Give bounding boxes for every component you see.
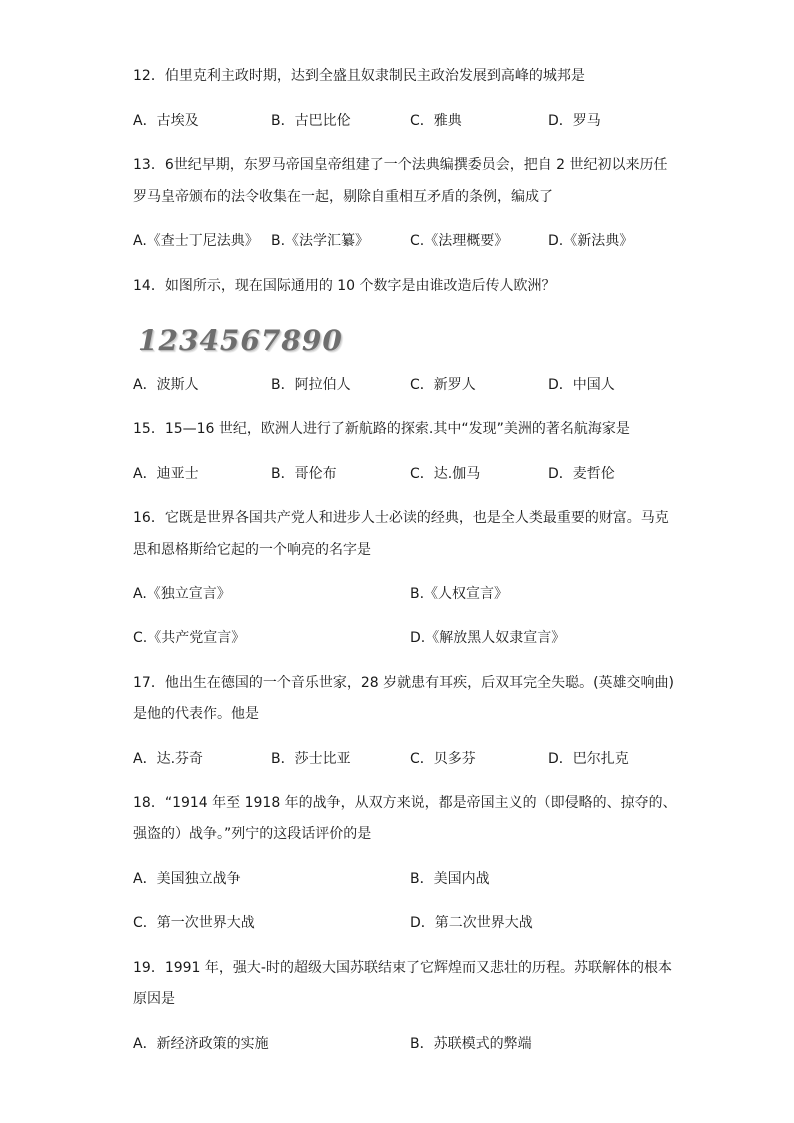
q13-option-b: B.《法学汇纂》 [271, 233, 370, 249]
q18-option-a: A．美国独立战争 [133, 871, 241, 887]
q14-stem: 14．如图所示，现在国际通用的 10 个数字是由谁改造后传人欧洲？ [133, 278, 556, 294]
q16-stem-line1: 16．它既是世界各国共产党人和进步人士必读的经典，也是全人类最重要的财富。马克 [133, 510, 669, 526]
q16-option-a: A.《独立宣言》 [133, 586, 231, 602]
q18-option-d: D．第二次世界大战 [410, 915, 533, 931]
q18-option-c: C．第一次世界大战 [133, 915, 255, 931]
q12-option-b: B．古巴比伦 [271, 113, 351, 129]
q19-stem-line1: 19．1991 年，强大-时的超级大国苏联结束了它辉煌而又悲壮的历程。苏联解体的根本 [133, 960, 672, 976]
q12-option-d: D．罗马 [548, 113, 601, 129]
q16-option-c: C.《共产党宣言》 [133, 630, 246, 646]
q13-stem-line2: 罗马皇帝颁布的法令收集在一起，剔除自重相互矛盾的条例，编成了 [133, 189, 553, 205]
q16-option-b: B.《人权宣言》 [410, 586, 509, 602]
q14-option-a: A．波斯人 [133, 377, 199, 393]
q17-option-b: B．莎士比亚 [271, 751, 351, 767]
q17-stem-line1: 17．他出生在德国的一个音乐世家，28 岁就患有耳疾，后双耳完全失聪。(英雄交响曲) [133, 675, 675, 691]
q15-option-d: D．麦哲伦 [548, 466, 615, 482]
q19-stem-line2: 原因是 [133, 991, 175, 1007]
q15-option-c: C．达.伽马 [410, 466, 481, 482]
q17-option-d: D．巴尔扎克 [548, 751, 629, 767]
q12-stem: 12．伯里克利主政时期，达到全盛且奴隶制民主政治发展到高峰的城邦是 [133, 68, 585, 84]
q16-option-d: D.《解放黑人奴隶宣言》 [410, 630, 566, 646]
q14-option-c: C．新罗人 [410, 377, 476, 393]
q16-stem-line2: 思和恩格斯给它起的一个响亮的名字是 [133, 542, 371, 558]
q13-option-a: A.《查士丁尼法典》 [133, 233, 259, 249]
q13-option-c: C.《法理概要》 [410, 233, 509, 249]
q19-option-b: B．苏联模式的弊端 [410, 1036, 532, 1052]
q18-stem-line2: 强盗的）战争。”列宁的这段话评价的是 [133, 826, 372, 842]
q14-option-d: D．中国人 [548, 377, 615, 393]
q15-stem: 15．15—16 世纪，欧洲人进行了新航路的探索.其中“发现”美洲的著名航海家是 [133, 421, 630, 437]
arabic-numerals-image: 1234567890 [138, 324, 343, 357]
q13-option-d: D.《新法典》 [548, 233, 634, 249]
q17-option-c: C．贝多芬 [410, 751, 476, 767]
q12-option-a: A．古埃及 [133, 113, 199, 129]
q17-stem-line2: 是他的代表作。他是 [133, 706, 259, 722]
q18-option-b: B．美国内战 [410, 871, 490, 887]
q13-stem-line1: 13．6世纪早期，东罗马帝国皇帝组建了一个法典编撰委员会，把自 2 世纪初以来历任 [133, 157, 668, 173]
q14-option-b: B．阿拉伯人 [271, 377, 351, 393]
q17-option-a: A．达.芬奇 [133, 751, 204, 767]
q15-option-b: B．哥伦布 [271, 466, 337, 482]
q18-stem-line1: 18．“1914 年至 1918 年的战争，从双方来说，都是帝国主义的（即侵略的、掠夺的、 [133, 795, 677, 811]
q15-option-a: A．迪亚士 [133, 466, 199, 482]
q12-option-c: C．雅典 [410, 113, 462, 129]
q19-option-a: A．新经济政策的实施 [133, 1036, 269, 1052]
